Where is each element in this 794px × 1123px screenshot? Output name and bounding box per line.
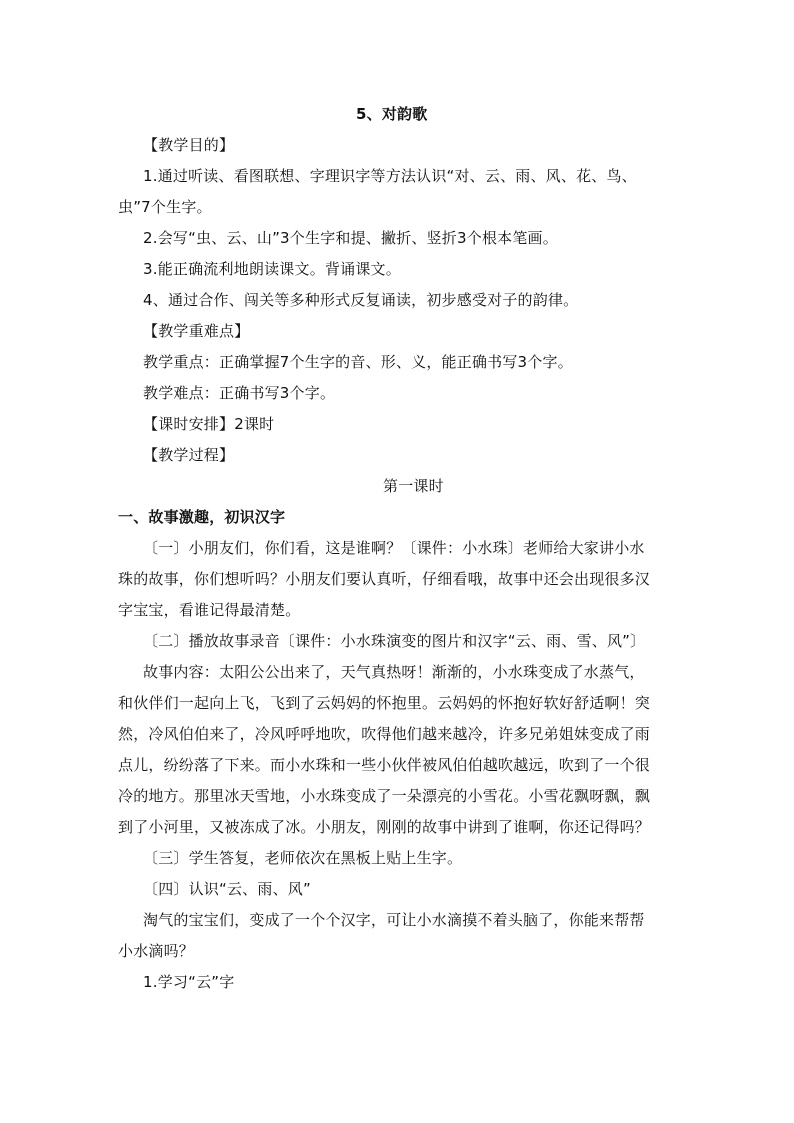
objective-4: 4、通过合作、闯关等多种形式反复诵读，初步感受对子的韵律。 [143,291,579,309]
paragraph-6: 1.学习“云”字 [143,973,235,991]
story-line-4: 点儿，纷纷落了下来。而小水珠和一些小伙伴被风伯伯越吹越远，吹到了一个很 [118,756,651,774]
paragraph-1-line-3: 字宝宝，看谁记得最清楚。 [118,601,301,619]
process-header: 【教学过程】 [143,446,235,464]
objectives-header: 【教学目的】 [143,136,235,154]
keypoint-difficulty: 教学难点：正确书写3个字。 [143,384,336,402]
section-1-title: 一、故事激趣，初识汉字 [118,508,286,526]
objective-1-line-2: 虫”7个生字。 [118,198,212,216]
paragraph-4: 〔四〕认识“云、雨、风” [143,880,311,898]
paragraph-3: 〔三〕学生答复，老师依次在黑板上贴上生字。 [143,849,463,867]
lesson-title: 第一课时 [383,477,444,495]
paragraph-1-line-1: 〔一〕小朋友们，你们看，这是谁啊？〔课件：小水珠〕老师给大家讲小水 [143,539,645,557]
story-line-2: 和伙伴们一起向上飞，飞到了云妈妈的怀抱里。云妈妈的怀抱好软好舒适啊！突 [118,694,651,712]
story-line-3: 然，冷风伯伯来了，冷风呼呼地吹，吹得他们越来越冷，许多兄弟姐妹变成了雨 [118,725,651,743]
paragraph-2: 〔二〕播放故事录音〔课件：小水珠演变的图片和汉字“云、雨、雪、风”〕 [143,632,646,650]
objective-1-line-1: 1.通过听读、看图联想、字理识字等方法认识“对、云、雨、风、花、鸟、 [143,167,637,185]
objective-3: 3.能正确流利地朗读课文。背诵课文。 [143,260,401,278]
story-line-6: 到了小河里，又被冻成了冰。小朋友，刚刚的故事中讲到了谁啊，你还记得吗？ [118,818,651,836]
objective-2: 2.会写“虫、云、山”3个生字和提、撇折、竖折3个根本笔画。 [143,229,558,247]
keypoints-header: 【教学重难点】 [143,322,250,340]
page-title: 5、对韵歌 [356,105,428,123]
paragraph-5-line-2: 小水滴吗？ [118,942,195,960]
keypoint-focus: 教学重点：正确掌握7个生字的音、形、义，能正确书写3个字。 [143,353,573,371]
story-line-1: 故事内容：太阳公公出来了，天气真热呀！渐渐的，小水珠变成了水蒸气， [143,663,645,681]
paragraph-5-line-1: 淘气的宝宝们，变成了一个个汉字，可让小水滴摸不着头脑了，你能来帮帮 [143,911,645,929]
paragraph-1-line-2: 珠的故事，你们想听吗？小朋友们要认真听，仔细看哦，故事中还会出现很多汉 [118,570,651,588]
story-line-5: 冷的地方。那里冰天雪地，小水珠变成了一朵漂亮的小雪花。小雪花飘呀飘，飘 [118,787,651,805]
schedule-line: 【课时安排】2课时 [143,415,275,433]
